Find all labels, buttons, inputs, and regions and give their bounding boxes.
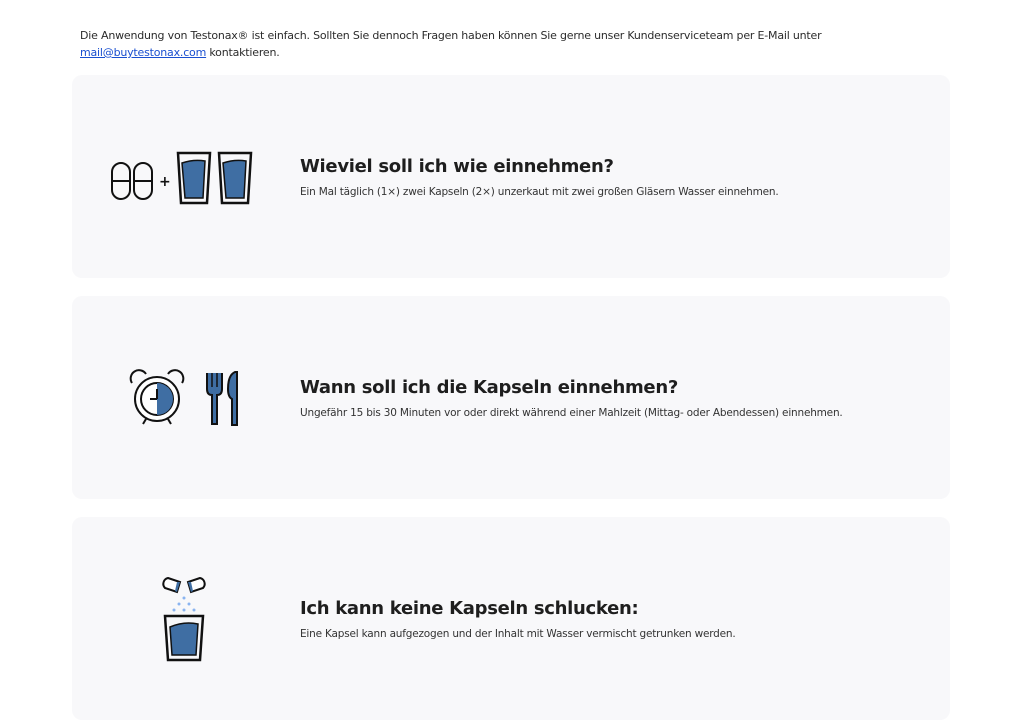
opened-capsule-into-water-icon bbox=[72, 517, 292, 720]
intro-text-after: kontaktieren. bbox=[206, 46, 280, 59]
capsules-plus-water-glasses-icon bbox=[72, 75, 292, 278]
svg-text:+: + bbox=[159, 174, 171, 190]
card-title: Ich kann keine Kapseln schlucken: bbox=[300, 598, 639, 619]
intro-text bbox=[80, 27, 920, 61]
card-swallowing bbox=[72, 517, 950, 720]
card-description: Ungefähr 15 bis 30 Minuten vor oder direkt während einer Mahlzeit (Mittag- oder Abendessen) einnehmen. bbox=[300, 407, 843, 419]
card-description: Ein Mal täglich (1×) zwei Kapseln (2×) unzerkaut mit zwei großen Gläsern Wasser einnehmen. bbox=[300, 186, 779, 198]
card-title: Wieviel soll ich wie einnehmen? bbox=[300, 156, 614, 177]
alarm-clock-and-cutlery-icon bbox=[72, 296, 292, 499]
card-timing bbox=[72, 296, 950, 499]
intro-text-before: Die Anwendung von Testonax® ist einfach. Sollten Sie dennoch Fragen haben können Sie gerne unser Kundenserviceteam per E-Mail unter bbox=[80, 29, 822, 42]
card-title: Wann soll ich die Kapseln einnehmen? bbox=[300, 377, 678, 398]
card-dosage bbox=[72, 75, 950, 278]
card-description: Eine Kapsel kann aufgezogen und der Inhalt mit Wasser vermischt getrunken werden. bbox=[300, 628, 736, 640]
email-link[interactable]: mail@buytestonax.com bbox=[80, 46, 207, 59]
